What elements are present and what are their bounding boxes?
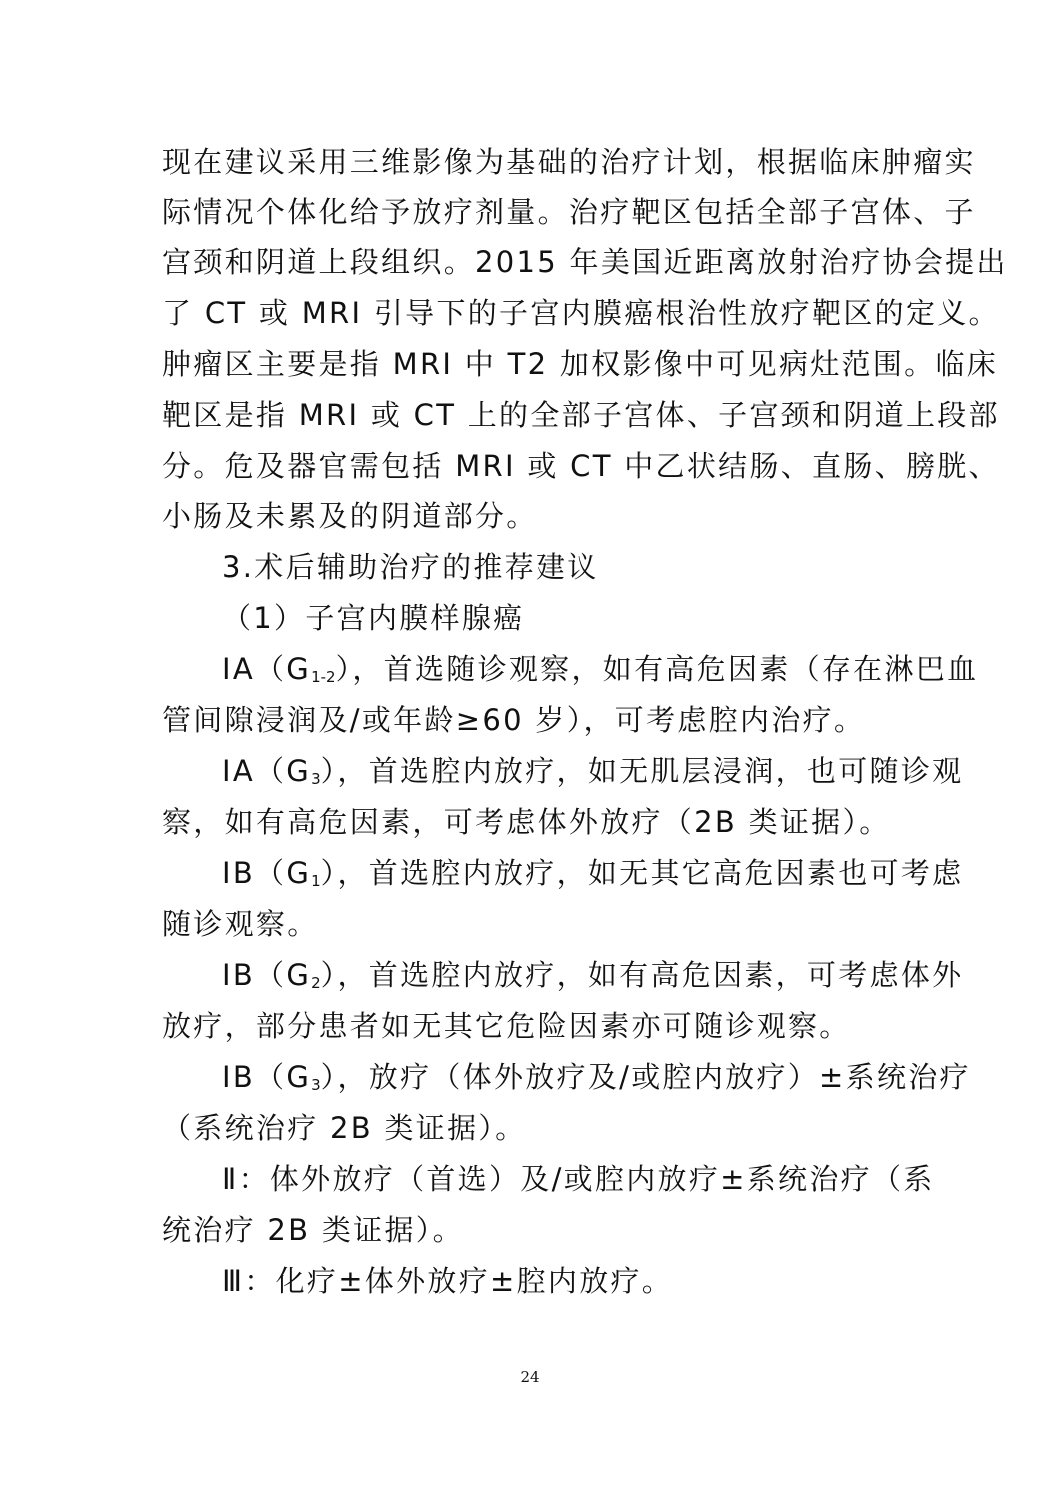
item-ib-g2-line-2: 放疗，部分患者如无其它危险因素亦可随诊观察。 <box>162 1009 851 1043</box>
stage-label: ⅠA（G <box>222 652 312 686</box>
stage-label: ⅠA（G <box>222 754 312 788</box>
item-text: ），放疗（体外放疗及/或腔内放疗）±系统治疗 <box>320 1060 971 1094</box>
grade-subscript: 1-2 <box>311 668 336 686</box>
item-ib-g1-line-1 <box>222 849 964 905</box>
item-ia-g12-line-1 <box>222 645 979 701</box>
item-ia-g12-line-2: 管间隙浸润及/或年龄≥60 岁），可考虑腔内治疗。 <box>162 703 866 737</box>
item-stage-2-line-2: 统治疗 2B 类证据）。 <box>162 1213 464 1247</box>
item-text: ），首选腔内放疗，如有高危因素，可考虑体外 <box>320 958 964 992</box>
item-ib-g3-line-1 <box>222 1053 971 1109</box>
grade-subscript: 3 <box>311 770 321 788</box>
item-ib-g3-line-2: （系统治疗 2B 类证据）。 <box>162 1111 527 1145</box>
item-text: ），首选随诊观察，如有高危因素（存在淋巴血 <box>335 652 979 686</box>
item-text: ），首选腔内放疗，如无其它高危因素也可考虑 <box>320 856 964 890</box>
grade-subscript: 2 <box>311 974 321 992</box>
subsection-heading: （1）子宫内膜样腺癌 <box>222 601 525 635</box>
item-ib-g2-line-1 <box>222 951 964 1007</box>
stage-label: ⅠB（G <box>222 958 312 992</box>
paragraph-line-6: 靶区是指 MRI 或 CT 上的全部子宫体、子宫颈和阴道上段部 <box>162 398 1000 432</box>
grade-subscript: 1 <box>311 872 321 890</box>
item-text: ），首选腔内放疗，如无肌层浸润，也可随诊观 <box>320 754 964 788</box>
paragraph-line-5: 肿瘤区主要是指 MRI 中 T2 加权影像中可见病灶范围。临床 <box>162 347 999 381</box>
item-ib-g1-line-2: 随诊观察。 <box>162 907 319 941</box>
paragraph-line-3: 宫颈和阴道上段组织。2015 年美国近距离放射治疗协会提出 <box>162 245 1008 279</box>
item-stage-2-line-1: Ⅱ：体外放疗（首选）及/或腔内放疗±系统治疗（系 <box>222 1162 935 1196</box>
item-ia-g3-line-1 <box>222 747 964 803</box>
grade-subscript: 3 <box>311 1076 321 1094</box>
item-ia-g3-line-2: 察，如有高危因素，可考虑体外放疗（2B 类证据）。 <box>162 805 891 839</box>
paragraph-line-4: 了 CT 或 MRI 引导下的子宫内膜癌根治性放疗靶区的定义。 <box>162 296 1000 330</box>
stage-label: ⅠB（G <box>222 856 312 890</box>
paragraph-line-8: 小肠及未累及的阴道部分。 <box>162 499 538 533</box>
section-heading: 3.术后辅助治疗的推荐建议 <box>222 550 599 584</box>
item-stage-3-line-1: Ⅲ：化疗±体外放疗±腔内放疗。 <box>222 1264 674 1298</box>
paragraph-line-2: 际情况个体化给予放疗剂量。治疗靶区包括全部子宫体、子 <box>162 195 976 229</box>
paragraph-line-7: 分。危及器官需包括 MRI 或 CT 中乙状结肠、直肠、膀胱、 <box>162 449 1000 483</box>
paragraph-line-1: 现在建议采用三维影像为基础的治疗计划，根据临床肿瘤实 <box>162 145 976 179</box>
stage-label: ⅠB（G <box>222 1060 312 1094</box>
page-number: 24 <box>520 1368 540 1386</box>
